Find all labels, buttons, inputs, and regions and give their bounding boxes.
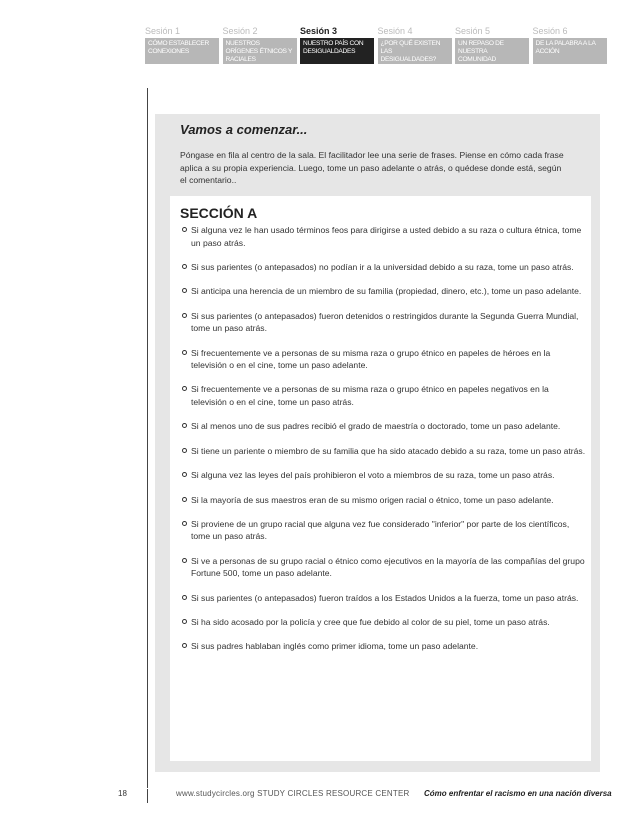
session-tab-description: DE LA PALABRA A LA ACCIÓN [533,38,607,64]
circle-bullet-icon [182,558,187,563]
circle-bullet-icon [182,595,187,600]
session-tab-2 [223,26,297,64]
margin-rule [147,88,148,788]
statement-item [182,640,587,653]
session-tab-3 [300,26,374,64]
statement-text: Si sus parientes (o antepasados) fueron traídos a los Estados Unidos a la fuerza, tome un paso atrás. [191,592,579,603]
statement-item [182,224,587,249]
statement-text: Si proviene de un grupo racial que alguna vez fue considerado "inferior" por parte de los científicos, tome un paso atrás. [191,518,570,542]
session-tab-description: NUESTRO PAÍS CON DESIGUALDADES [300,38,374,64]
section-title: SECCIÓN A [180,205,258,221]
circle-bullet-icon [182,521,187,526]
statement-text: Si al menos uno de sus padres recibió el grado de maestría o doctorado, tome un paso adelante. [191,421,561,432]
statement-item [182,518,587,543]
circle-bullet-icon [182,313,187,318]
session-tab-name: Sesión 6 [532,26,568,36]
intro-paragraph: Póngase en fila al centro de la sala. El facilitador lee una serie de frases. Piense en cómo cada frase aplica a su propia experiencia. Luego, tome un paso adelante o atrás, o quédese donde está, según el comentario.. [180,150,564,185]
statement-text: Si alguna vez las leyes del país prohibieron el voto a miembros de su raza, tome un paso atrás. [191,470,555,481]
statement-text: Si ha sido acosado por la policía y cree que fue debido al color de su piel, tome un paso atrás. [191,617,550,628]
footer-rule [147,789,148,803]
circle-bullet-icon [182,497,187,502]
circle-bullet-icon [182,448,187,453]
statement-item [182,261,587,274]
session-tab-1 [145,26,219,64]
footer-links: www.studycircles.org STUDY CIRCLES RESOURCE CENTER [176,789,410,798]
statement-text: Si ve a personas de su grupo racial o étnico como ejecutivos en la mayoría de las compañías del grupo Fortune 500, tome un paso adelante. [191,555,585,579]
statement-item [182,285,587,298]
statement-item [182,445,587,458]
circle-bullet-icon [182,386,187,391]
session-tab-5 [455,26,529,64]
statement-item [182,310,587,335]
circle-bullet-icon [182,643,187,648]
statement-item [182,616,587,629]
session-tab-name: Sesión 3 [300,26,338,36]
statement-item [182,347,587,372]
statement-text: Si sus parientes (o antepasados) fueron detenidos o restringidos durante la Segunda Guerra Mundial, tome un paso atrás. [191,310,579,334]
session-tab-description: UN REPASO DE NUESTRA COMUNIDAD [455,38,529,64]
circle-bullet-icon [182,288,187,293]
statement-item [182,420,587,433]
page-footer [0,789,638,805]
page-heading: Vamos a comenzar... [180,122,308,137]
statement-item [182,555,587,580]
session-tab-name: Sesión 1 [145,26,181,36]
session-tab-4 [378,26,452,64]
circle-bullet-icon [182,227,187,232]
statement-text: Si frecuentemente ve a personas de su misma raza o grupo étnico en papeles de héroes en la televisión o en el cine, tome un paso adelante. [191,347,551,371]
session-tab-6 [533,26,607,64]
session-tab-description: ¿POR QUÉ EXISTEN LAS DESIGUALDADES? [378,38,452,64]
circle-bullet-icon [182,423,187,428]
session-tab-description: CÓMO ESTABLECER CONEXIONES [145,38,219,64]
circle-bullet-icon [182,264,187,269]
circle-bullet-icon [182,619,187,624]
statement-item [182,383,587,408]
statement-text: Si la mayoría de sus maestros eran de su mismo origen racial o étnico, tome un paso adelante. [191,494,554,505]
statement-text: Si sus padres hablaban inglés como primer idioma, tome un paso adelante. [191,641,479,652]
statement-text: Si anticipa una herencia de un miembro de su familia (propiedad, dinero, etc.), tome un paso adelante. [191,286,582,297]
session-tab-description: NUESTROS ORÍGENES ÉTNICOS Y RACIALES [223,38,297,64]
statement-text: Si frecuentemente ve a personas de su misma raza o grupo étnico en papeles negativos en la televisión o en el cine, tome un paso atrás. [191,384,549,407]
statement-item [182,592,587,605]
statement-item [182,469,587,482]
session-tab-name: Sesión 2 [222,26,258,36]
circle-bullet-icon [182,350,187,355]
statement-text: Si sus parientes (o antepasados) no podían ir a la universidad debido a su raza, tome un paso atrás. [191,261,574,272]
session-tab-name: Sesión 5 [455,26,491,36]
statement-text: Si alguna vez le han usado términos feos para dirigirse a usted debido a su raza o cultura étnica, tome un paso atrás. [191,225,582,248]
statement-text: Si tiene un pariente o miembro de su familia que ha sido atacado debido a su raza, tome un paso atrás. [191,445,586,456]
session-tab-name: Sesión 4 [377,26,413,36]
session-tabs [145,26,605,64]
statement-item [182,494,587,507]
circle-bullet-icon [182,472,187,477]
page-number: 18 [118,789,127,798]
footer-title: Cómo enfrentar el racismo en una nación diversa [424,789,612,798]
statement-list [182,224,587,665]
